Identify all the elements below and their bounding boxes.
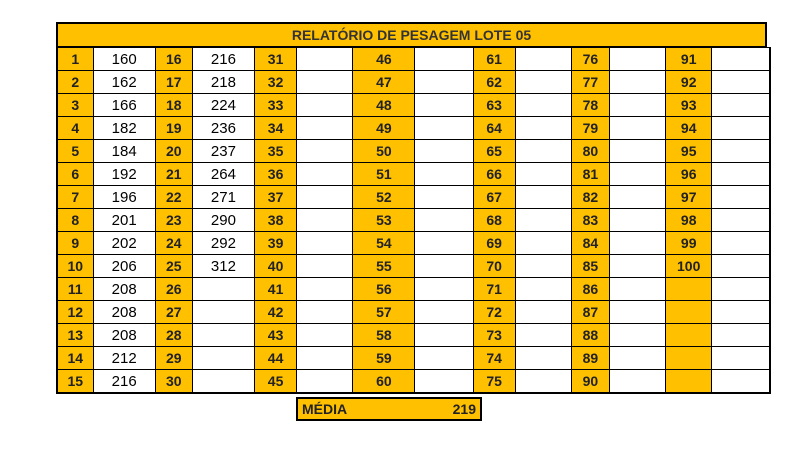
item-number: 98	[666, 209, 712, 232]
weight-cell	[192, 370, 254, 394]
weight-cell	[609, 209, 665, 232]
item-number: 20	[155, 140, 192, 163]
item-number: 46	[353, 48, 415, 71]
weight-cell	[515, 48, 571, 71]
item-number: 12	[57, 301, 93, 324]
item-number: 60	[353, 370, 415, 394]
weight-cell	[712, 347, 770, 370]
item-number: 68	[473, 209, 515, 232]
item-number: 55	[353, 255, 415, 278]
table-row	[57, 209, 770, 232]
item-number: 77	[571, 71, 609, 94]
item-number: 6	[57, 163, 93, 186]
item-number: 69	[473, 232, 515, 255]
weight-cell: 218	[192, 71, 254, 94]
item-number: 36	[255, 163, 297, 186]
item-number: 81	[571, 163, 609, 186]
weight-cell	[515, 232, 571, 255]
weight-cell	[609, 94, 665, 117]
item-number: 91	[666, 48, 712, 71]
item-number: 23	[155, 209, 192, 232]
item-number: 17	[155, 71, 192, 94]
weight-cell: 202	[93, 232, 155, 255]
weight-cell	[515, 278, 571, 301]
item-number: 31	[255, 48, 297, 71]
weight-cell: 166	[93, 94, 155, 117]
weight-cell	[609, 255, 665, 278]
item-number: 57	[353, 301, 415, 324]
empty-slot	[666, 301, 712, 324]
weight-cell	[515, 94, 571, 117]
item-number: 56	[353, 278, 415, 301]
weight-cell: 212	[93, 347, 155, 370]
item-number: 66	[473, 163, 515, 186]
weight-cell	[297, 324, 353, 347]
item-number: 39	[255, 232, 297, 255]
item-number: 10	[57, 255, 93, 278]
weight-cell	[415, 71, 473, 94]
item-number: 73	[473, 324, 515, 347]
item-number: 72	[473, 301, 515, 324]
item-number: 54	[353, 232, 415, 255]
item-number: 62	[473, 71, 515, 94]
weight-cell	[415, 301, 473, 324]
empty-slot	[666, 347, 712, 370]
weight-cell	[297, 255, 353, 278]
item-number: 27	[155, 301, 192, 324]
weight-cell	[415, 255, 473, 278]
weight-cell	[712, 71, 770, 94]
item-number: 50	[353, 140, 415, 163]
weight-cell	[515, 370, 571, 394]
weight-cell	[515, 71, 571, 94]
weight-cell	[515, 163, 571, 186]
item-number: 74	[473, 347, 515, 370]
weight-cell	[415, 370, 473, 394]
weight-cell	[712, 324, 770, 347]
weight-cell	[297, 301, 353, 324]
weight-cell	[515, 140, 571, 163]
weight-cell	[609, 48, 665, 71]
table-row	[57, 163, 770, 186]
empty-slot	[666, 278, 712, 301]
weight-cell	[609, 117, 665, 140]
item-number: 90	[571, 370, 609, 394]
weights-table	[56, 47, 771, 394]
weight-cell	[712, 117, 770, 140]
weight-cell	[192, 278, 254, 301]
table-row	[57, 71, 770, 94]
item-number: 75	[473, 370, 515, 394]
weight-cell	[515, 209, 571, 232]
weight-cell	[192, 347, 254, 370]
weight-cell	[712, 186, 770, 209]
item-number: 97	[666, 186, 712, 209]
weight-cell	[609, 163, 665, 186]
item-number: 29	[155, 347, 192, 370]
item-number: 70	[473, 255, 515, 278]
item-number: 41	[255, 278, 297, 301]
item-number: 89	[571, 347, 609, 370]
weight-cell: 162	[93, 71, 155, 94]
weight-cell: 206	[93, 255, 155, 278]
item-number: 51	[353, 163, 415, 186]
item-number: 100	[666, 255, 712, 278]
table-row	[57, 278, 770, 301]
weight-cell	[415, 117, 473, 140]
weight-cell	[415, 48, 473, 71]
average-summary	[296, 397, 482, 421]
item-number: 3	[57, 94, 93, 117]
weight-cell: 208	[93, 324, 155, 347]
average-label: MÉDIA	[302, 401, 348, 417]
weight-cell	[515, 324, 571, 347]
weight-cell	[297, 347, 353, 370]
weight-cell: 184	[93, 140, 155, 163]
item-number: 49	[353, 117, 415, 140]
item-number: 40	[255, 255, 297, 278]
weight-cell	[609, 71, 665, 94]
item-number: 34	[255, 117, 297, 140]
weight-cell	[712, 232, 770, 255]
weight-cell	[712, 94, 770, 117]
weight-cell	[192, 324, 254, 347]
weight-cell	[712, 255, 770, 278]
item-number: 99	[666, 232, 712, 255]
weight-cell	[415, 347, 473, 370]
item-number: 82	[571, 186, 609, 209]
item-number: 24	[155, 232, 192, 255]
item-number: 26	[155, 278, 192, 301]
report-title: RELATÓRIO DE PESAGEM LOTE 05	[56, 22, 767, 47]
weight-cell: 224	[192, 94, 254, 117]
item-number: 32	[255, 71, 297, 94]
weight-cell	[609, 324, 665, 347]
table-row	[57, 370, 770, 394]
weight-cell: 216	[93, 370, 155, 394]
weight-cell	[415, 94, 473, 117]
weight-cell	[609, 278, 665, 301]
weight-cell	[297, 94, 353, 117]
weight-cell	[297, 48, 353, 71]
weight-cell	[609, 370, 665, 394]
table-row	[57, 347, 770, 370]
item-number: 21	[155, 163, 192, 186]
weight-cell: 201	[93, 209, 155, 232]
weight-cell	[712, 48, 770, 71]
weight-cell	[415, 140, 473, 163]
weight-cell: 160	[93, 48, 155, 71]
item-number: 7	[57, 186, 93, 209]
item-number: 14	[57, 347, 93, 370]
item-number: 19	[155, 117, 192, 140]
item-number: 18	[155, 94, 192, 117]
item-number: 87	[571, 301, 609, 324]
item-number: 38	[255, 209, 297, 232]
item-number: 93	[666, 94, 712, 117]
item-number: 61	[473, 48, 515, 71]
weight-cell	[415, 186, 473, 209]
table-row	[57, 301, 770, 324]
empty-slot	[666, 370, 712, 394]
weighing-report-sheet	[56, 22, 767, 394]
weight-cell: 292	[192, 232, 254, 255]
weight-cell	[609, 186, 665, 209]
weight-cell	[712, 301, 770, 324]
item-number: 35	[255, 140, 297, 163]
item-number: 88	[571, 324, 609, 347]
item-number: 15	[57, 370, 93, 394]
item-number: 65	[473, 140, 515, 163]
weight-cell: 271	[192, 186, 254, 209]
item-number: 64	[473, 117, 515, 140]
item-number: 52	[353, 186, 415, 209]
weight-cell: 236	[192, 117, 254, 140]
weight-cell: 290	[192, 209, 254, 232]
weight-cell	[297, 71, 353, 94]
item-number: 63	[473, 94, 515, 117]
table-row	[57, 324, 770, 347]
weight-cell	[609, 301, 665, 324]
item-number: 85	[571, 255, 609, 278]
item-number: 86	[571, 278, 609, 301]
weight-cell	[297, 163, 353, 186]
weight-cell	[515, 301, 571, 324]
weight-cell	[415, 324, 473, 347]
item-number: 53	[353, 209, 415, 232]
item-number: 42	[255, 301, 297, 324]
weight-cell	[609, 347, 665, 370]
item-number: 8	[57, 209, 93, 232]
table-row	[57, 94, 770, 117]
weight-cell	[515, 255, 571, 278]
item-number: 78	[571, 94, 609, 117]
item-number: 33	[255, 94, 297, 117]
weight-cell	[297, 140, 353, 163]
item-number: 16	[155, 48, 192, 71]
average-value: 219	[452, 401, 476, 417]
item-number: 22	[155, 186, 192, 209]
item-number: 5	[57, 140, 93, 163]
item-number: 1	[57, 48, 93, 71]
item-number: 92	[666, 71, 712, 94]
table-row	[57, 48, 770, 71]
item-number: 79	[571, 117, 609, 140]
weight-cell	[712, 163, 770, 186]
weight-cell	[297, 370, 353, 394]
item-number: 67	[473, 186, 515, 209]
weight-cell	[609, 232, 665, 255]
empty-slot	[666, 324, 712, 347]
item-number: 25	[155, 255, 192, 278]
item-number: 80	[571, 140, 609, 163]
item-number: 94	[666, 117, 712, 140]
weight-cell	[712, 209, 770, 232]
item-number: 71	[473, 278, 515, 301]
weight-cell: 237	[192, 140, 254, 163]
table-row	[57, 117, 770, 140]
weight-cell	[297, 117, 353, 140]
weight-cell	[515, 117, 571, 140]
weight-cell	[192, 301, 254, 324]
weight-cell: 264	[192, 163, 254, 186]
weight-cell	[297, 278, 353, 301]
weight-cell: 312	[192, 255, 254, 278]
item-number: 84	[571, 232, 609, 255]
item-number: 2	[57, 71, 93, 94]
weight-cell	[415, 209, 473, 232]
item-number: 76	[571, 48, 609, 71]
weight-cell	[415, 163, 473, 186]
item-number: 47	[353, 71, 415, 94]
table-row	[57, 140, 770, 163]
weight-cell	[297, 232, 353, 255]
item-number: 43	[255, 324, 297, 347]
item-number: 95	[666, 140, 712, 163]
weight-cell	[515, 347, 571, 370]
weight-cell: 216	[192, 48, 254, 71]
item-number: 37	[255, 186, 297, 209]
item-number: 45	[255, 370, 297, 394]
weight-cell	[415, 232, 473, 255]
item-number: 11	[57, 278, 93, 301]
weight-cell: 208	[93, 301, 155, 324]
item-number: 9	[57, 232, 93, 255]
item-number: 44	[255, 347, 297, 370]
item-number: 4	[57, 117, 93, 140]
weight-cell	[415, 278, 473, 301]
table-row	[57, 255, 770, 278]
item-number: 48	[353, 94, 415, 117]
table-row	[57, 232, 770, 255]
weight-cell	[712, 278, 770, 301]
weight-cell	[712, 370, 770, 394]
item-number: 28	[155, 324, 192, 347]
item-number: 59	[353, 347, 415, 370]
weight-cell	[712, 140, 770, 163]
weight-cell: 192	[93, 163, 155, 186]
item-number: 13	[57, 324, 93, 347]
weight-cell	[609, 140, 665, 163]
weight-cell	[297, 209, 353, 232]
weight-cell: 196	[93, 186, 155, 209]
weight-cell: 182	[93, 117, 155, 140]
item-number: 96	[666, 163, 712, 186]
weight-cell	[515, 186, 571, 209]
table-row	[57, 186, 770, 209]
weight-cell: 208	[93, 278, 155, 301]
item-number: 30	[155, 370, 192, 394]
item-number: 58	[353, 324, 415, 347]
item-number: 83	[571, 209, 609, 232]
weight-cell	[297, 186, 353, 209]
